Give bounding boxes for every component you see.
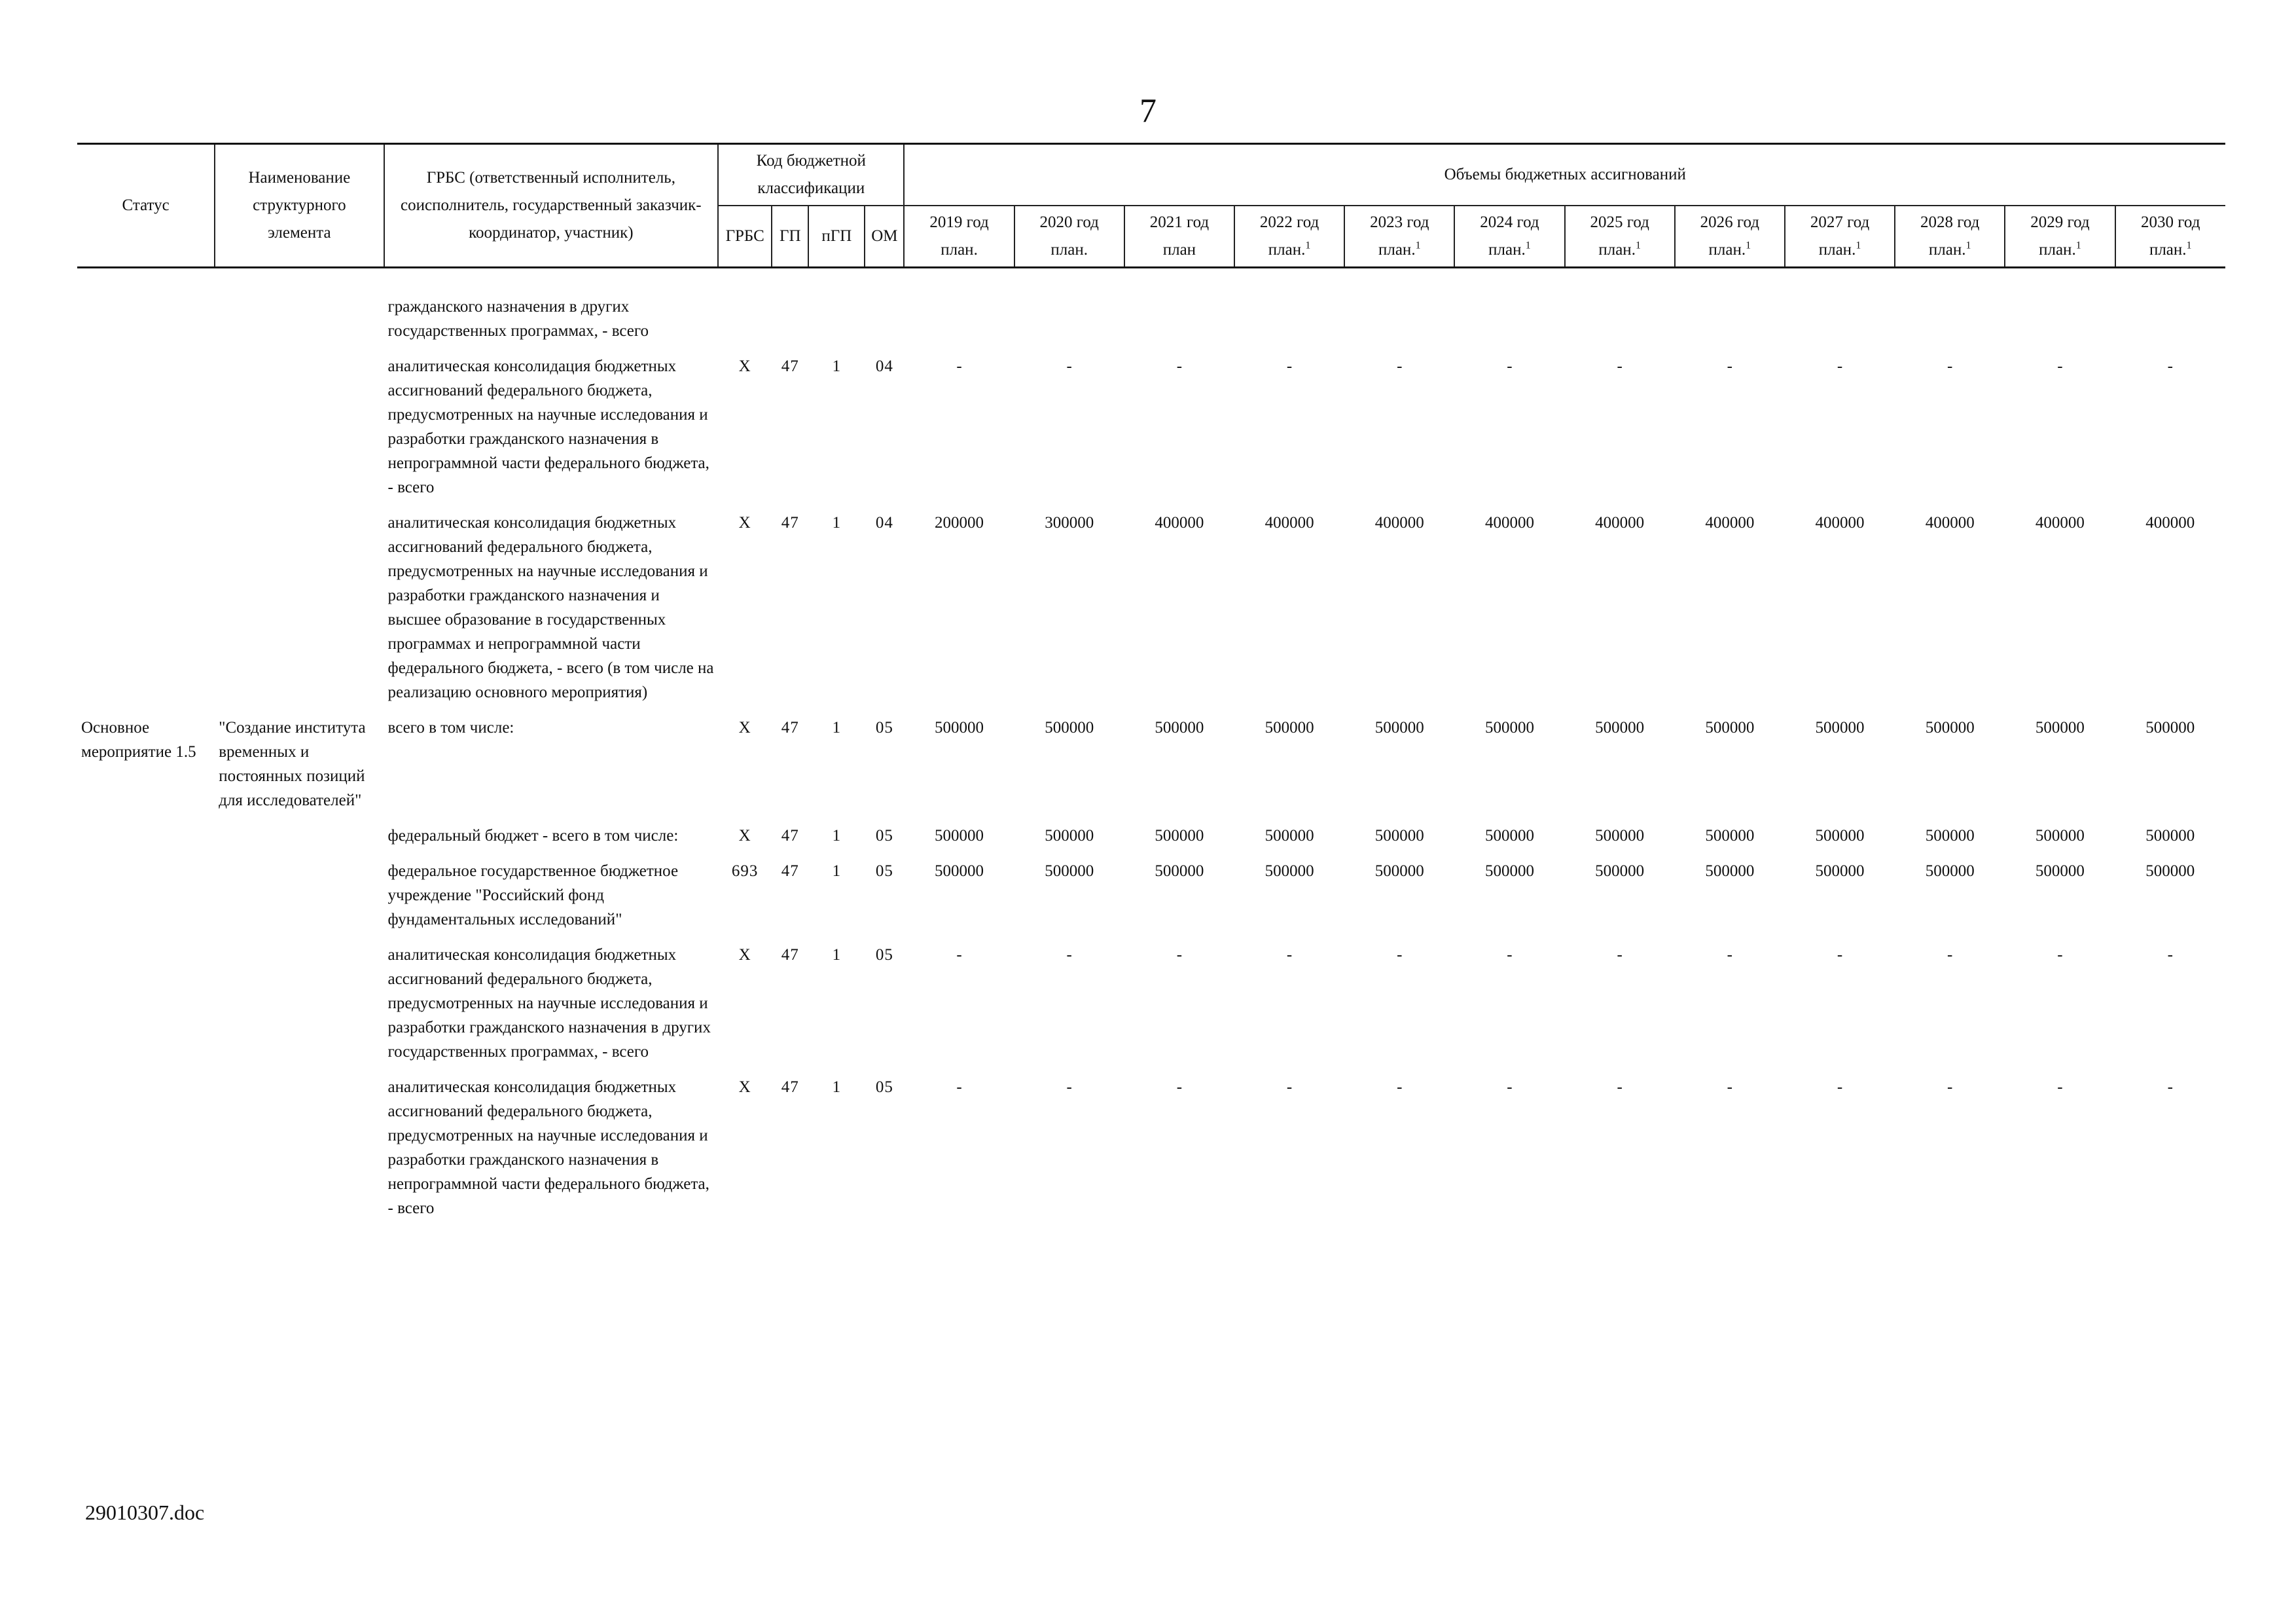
value-cell: 400000 [1155,514,1204,532]
header-year-2027 [1785,206,1895,268]
description-cell: аналитическая консолидация бюджетных ассигнований федерального бюджета, предусмотренных на научные исследования и разработки гражданского назначения и высшее образование в государственных программах и непрограммной части федерального бюджета, - всего (в том числе на реализацию основного мероприятия) [387,514,714,701]
description-cell: всего в том числе: [387,719,514,737]
plan-label [1239,236,1340,264]
value-cell: 500000 [1705,862,1755,880]
value-cell: - [1397,357,1403,375]
value-cell: 500000 [1265,862,1314,880]
value-cell: 500000 [1045,719,1094,737]
plan-text: план. [1708,241,1746,259]
value-cell: - [1066,946,1072,964]
value-cell: - [956,1078,962,1096]
footnote-mark: 1 [1635,240,1641,251]
value-cell: - [1507,357,1513,375]
value-cell: 500000 [1045,862,1094,880]
header-code-group: Код бюджетной классификации [718,144,904,206]
element-name-cell [215,354,384,511]
value-cell: 500000 [2035,827,2085,845]
header-name: Наименование структурного элемента [215,144,384,268]
grbs-code-cell: Х [738,1078,751,1096]
year-label: 2019 год [929,213,989,231]
header-year-2024 [1454,206,1564,268]
value-cell [904,295,1014,354]
header-year-2023 [1344,206,1454,268]
description-cell: гражданского назначения в других государственных программах, - всего [387,298,649,340]
om-code-cell: 05 [875,719,893,737]
value-cell: 500000 [1374,827,1424,845]
value-cell: 400000 [1925,514,1975,532]
status-cell [77,511,215,716]
om-code-cell: 05 [875,946,893,964]
value-cell: 500000 [2145,719,2195,737]
value-cell: 500000 [1374,719,1424,737]
value-cell: 500000 [2145,862,2195,880]
header-volumes: Объемы бюджетных ассигнований [904,144,2225,206]
header-code-0: ГРБС [718,206,772,268]
value-cell: 500000 [1265,827,1314,845]
value-cell: - [1837,946,1843,964]
value-cell [1234,295,1344,354]
year-label: 2024 год [1480,213,1539,231]
plan-text: план. [1818,241,1856,259]
value-cell [1124,295,1234,354]
header-year-2029 [2005,206,2115,268]
footnote-mark: 1 [1856,240,1861,251]
table-row [77,716,2225,824]
value-cell: 500000 [1705,827,1755,845]
table-row [77,295,2225,354]
pgp-code-cell: 1 [832,1078,842,1096]
header-year-2030 [2115,206,2226,268]
table-row [77,1075,2225,1231]
footnote-mark: 1 [1746,240,1751,251]
year-label: 2029 год [2030,213,2090,231]
value-cell: 500000 [1484,862,1534,880]
value-cell [1454,295,1564,354]
plan-label [1129,236,1230,264]
footnote-mark: 1 [2075,240,2081,251]
element-name-cell: "Создание института временных и постоянных позиций для исследователей" [219,719,366,809]
year-label: 2023 год [1370,213,1429,231]
plan-text: план. [1268,241,1306,259]
footnote-mark: 1 [1415,240,1421,251]
value-cell: 500000 [935,827,984,845]
plan-text: план. [941,241,978,259]
value-cell: - [1286,1078,1293,1096]
header-status: Статус [77,144,215,268]
value-cell: 400000 [1595,514,1645,532]
value-cell: 500000 [1705,719,1755,737]
plan-text: план. [1378,241,1416,259]
value-cell: - [1837,1078,1843,1096]
value-cell: 500000 [1484,719,1534,737]
value-cell: - [2057,357,2063,375]
header-code-1: ГП [772,206,808,268]
value-cell [1675,295,1785,354]
table-row [77,824,2225,859]
value-cell: 300000 [1045,514,1094,532]
description-cell: аналитическая консолидация бюджетных ассигнований федерального бюджета, предусмотренных на научные исследования и разработки гражданского назначения в непрограммной части федерального бюджета, - всего [387,1078,709,1217]
header-year-2022 [1234,206,1344,268]
grbs-code-cell: Х [738,514,751,532]
plan-text: план [1162,241,1196,259]
value-cell [1014,295,1124,354]
description-cell: аналитическая консолидация бюджетных ассигнований федерального бюджета, предусмотренных на научные исследования и разработки гражданского назначения в непрограммной части федерального бюджета, - всего [387,357,709,496]
value-cell: - [1286,357,1293,375]
plan-label [1679,236,1780,264]
value-cell: - [1837,357,1843,375]
value-cell: 400000 [2035,514,2085,532]
om-code-cell: 05 [875,827,893,845]
value-cell: - [1727,357,1732,375]
pgp-code-cell: 1 [832,514,842,532]
status-cell [77,824,215,859]
value-cell: 500000 [1925,827,1975,845]
grbs-code-cell: Х [738,719,751,737]
value-cell: - [2167,357,2173,375]
year-label: 2020 год [1039,213,1099,231]
status-cell [77,943,215,1075]
value-cell: 400000 [1815,514,1865,532]
value-cell: 500000 [1595,827,1645,845]
footnote-mark: 1 [2186,240,2192,251]
value-cell: - [1066,357,1072,375]
value-cell: 500000 [1155,719,1204,737]
value-cell: - [1727,1078,1732,1096]
element-name-cell [215,295,384,354]
table-row [77,859,2225,943]
value-cell: 400000 [1484,514,1534,532]
value-cell: 500000 [1374,862,1424,880]
status-cell [77,859,215,943]
value-cell: 500000 [1595,862,1645,880]
gp-code-cell: 47 [781,514,799,532]
gp-code-cell: 47 [781,357,799,375]
status-cell [77,354,215,511]
value-cell: 500000 [1265,719,1314,737]
grbs-code-cell [718,295,772,354]
header-year-2026 [1675,206,1785,268]
value-cell: - [1617,946,1623,964]
description-cell: федеральный бюджет - всего в том числе: [387,827,679,845]
value-cell: - [956,946,962,964]
value-cell: 500000 [1925,719,1975,737]
element-name-cell [215,824,384,859]
footnote-mark: 1 [1305,240,1311,251]
grbs-code-cell: Х [738,827,751,845]
value-cell: 200000 [935,514,984,532]
header-code-2: пГП [808,206,865,268]
gp-code-cell: 47 [781,827,799,845]
header-year-2025 [1565,206,1675,268]
value-cell: - [1397,1078,1403,1096]
header-year-2028 [1895,206,2005,268]
value-cell: - [1947,357,1953,375]
grbs-code-cell: 693 [731,862,759,880]
value-cell: - [1176,1078,1183,1096]
value-cell: - [1507,1078,1513,1096]
plan-label [908,236,1009,264]
value-cell: 400000 [1705,514,1755,532]
value-cell: - [1176,357,1183,375]
value-cell: - [2167,1078,2173,1096]
value-cell: 500000 [1484,827,1534,845]
value-cell: 500000 [1595,719,1645,737]
year-label: 2028 год [1920,213,1980,231]
pgp-code-cell: 1 [832,357,842,375]
year-label: 2030 год [2141,213,2200,231]
gp-code-cell: 47 [781,719,799,737]
plan-text: план. [1488,241,1526,259]
value-cell: 500000 [935,862,984,880]
value-cell: - [956,357,962,375]
value-cell: - [2057,946,2063,964]
value-cell: - [1617,1078,1623,1096]
pgp-code-cell: 1 [832,827,842,845]
value-cell [1344,295,1454,354]
pgp-code-cell: 1 [832,719,842,737]
value-cell [1895,295,2005,354]
om-code-cell: 05 [875,1078,893,1096]
element-name-cell [215,943,384,1075]
element-name-cell [215,1075,384,1231]
footer-filename: 29010307.doc [85,1501,205,1524]
plan-label [2009,236,2110,264]
header-year-2020 [1014,206,1124,268]
year-label: 2021 год [1149,213,1210,231]
status-cell [77,295,215,354]
table-body [77,268,2225,1232]
value-cell: 500000 [935,719,984,737]
plan-label [1019,236,1120,264]
plan-label [2120,236,2222,264]
plan-text: план. [1050,241,1088,259]
description-cell: федеральное государственное бюджетное учреждение "Российский фонд фундаментальных исследований" [387,862,679,928]
value-cell: 500000 [1815,719,1865,737]
year-label: 2026 год [1700,213,1760,231]
value-cell: - [1947,946,1953,964]
value-cell: 500000 [1925,862,1975,880]
value-cell: - [1727,946,1732,964]
value-cell: - [1176,946,1183,964]
table-header [77,144,2225,268]
value-cell: 500000 [1045,827,1094,845]
year-label: 2022 год [1259,213,1319,231]
description-cell: аналитическая консолидация бюджетных ассигнований федерального бюджета, предусмотренных на научные исследования и разработки гражданского назначения в других государственных программах, - всего [387,946,711,1061]
plan-label [1570,236,1670,264]
plan-label [1899,236,2000,264]
plan-text: план. [1598,241,1636,259]
om-code-cell: 04 [875,514,893,532]
plan-text: план. [1928,241,1966,259]
plan-label [1459,236,1560,264]
value-cell: - [2167,946,2173,964]
value-cell: - [1947,1078,1953,1096]
year-label: 2027 год [1810,213,1870,231]
value-cell: 500000 [2145,827,2195,845]
year-label: 2025 год [1590,213,1649,231]
value-cell [2115,295,2226,354]
value-cell [1565,295,1675,354]
value-cell: 400000 [2145,514,2195,532]
value-cell [2005,295,2115,354]
plan-label [1789,236,1890,264]
value-cell: 500000 [1815,827,1865,845]
status-cell: Основное мероприятие 1.5 [81,719,196,761]
status-cell [77,1075,215,1231]
grbs-code-cell: Х [738,357,751,375]
element-name-cell [215,511,384,716]
value-cell: - [2057,1078,2063,1096]
value-cell: 500000 [1155,862,1204,880]
value-cell: 400000 [1265,514,1314,532]
footnote-mark: 1 [1965,240,1971,251]
footnote-mark: 1 [1525,240,1531,251]
pgp-code-cell [808,295,865,354]
budget-table [77,143,2225,1231]
value-cell: 500000 [1815,862,1865,880]
grbs-code-cell: Х [738,946,751,964]
table-row [77,511,2225,716]
plan-text: план. [2039,241,2076,259]
value-cell [1785,295,1895,354]
value-cell: 500000 [1155,827,1204,845]
value-cell: - [1617,357,1623,375]
pgp-code-cell: 1 [832,946,842,964]
header-code-3: ОМ [865,206,904,268]
gp-code-cell: 47 [781,862,799,880]
om-code-cell: 04 [875,357,893,375]
value-cell: 400000 [1374,514,1424,532]
table-row [77,943,2225,1075]
table-row [77,354,2225,511]
value-cell: - [1397,946,1403,964]
value-cell: - [1286,946,1293,964]
value-cell: 500000 [2035,719,2085,737]
header-grbs-full: ГРБС (ответственный исполнитель, соисполнитель, государственный заказчик-координатор, участник) [384,144,719,268]
gp-code-cell: 47 [781,1078,799,1096]
plan-text: план. [2149,241,2187,259]
gp-code-cell: 47 [781,946,799,964]
value-cell: - [1507,946,1513,964]
header-year-2019 [904,206,1014,268]
element-name-cell [215,859,384,943]
value-cell: - [1066,1078,1072,1096]
gp-code-cell [772,295,808,354]
page-number: 7 [1139,92,1157,130]
om-code-cell [865,295,904,354]
value-cell: 500000 [2035,862,2085,880]
om-code-cell: 05 [875,862,893,880]
header-year-2021 [1124,206,1234,268]
pgp-code-cell: 1 [832,862,842,880]
plan-label [1349,236,1450,264]
